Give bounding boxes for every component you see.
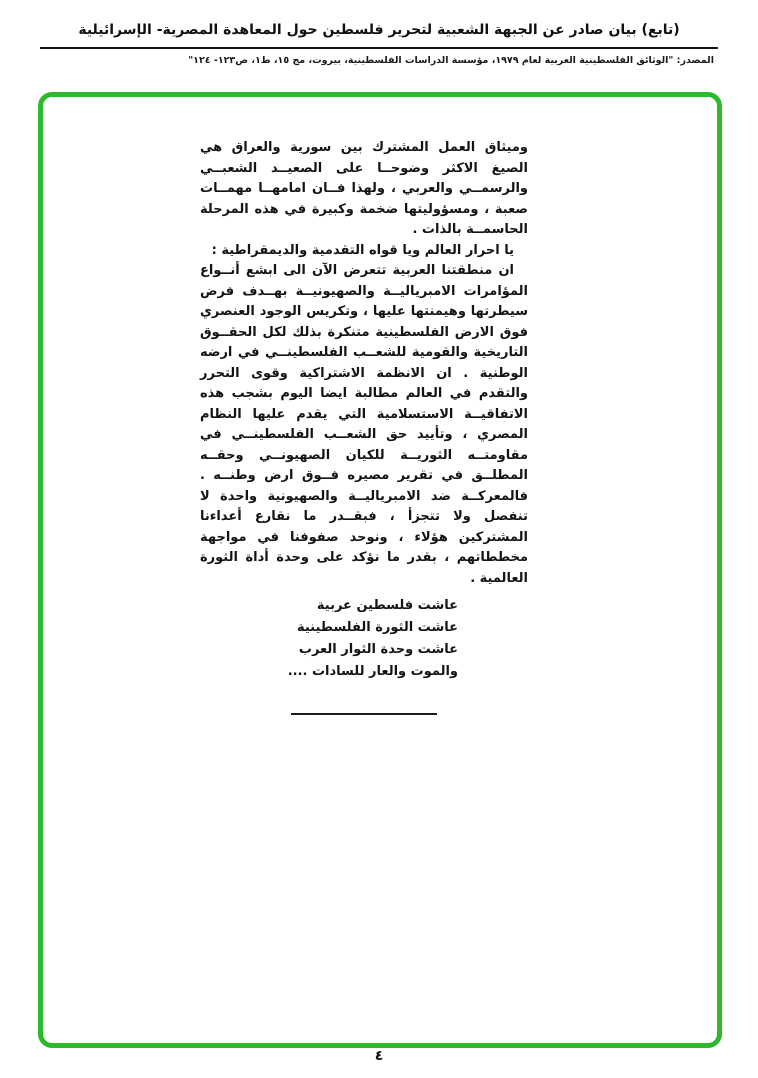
source-citation: المصدر: "الوثائق الفلسطينية العربية لعام ١٩٧٩، مؤسسة الدراسات الفلسطينية، بيروت، مج ١٥، ط١، ص١٢٣- ١٢٤": [188, 55, 714, 66]
slogan-line: عاشت وحدة الثوار العرب: [298, 642, 458, 657]
document-title: (تابع) بيان صادر عن الجبهة الشعبية لتحرير فلسطين حول المعاهدة المصرية- الإسرائيلية: [78, 22, 680, 38]
slogan-line: والموت والعار للسادات ....: [287, 664, 458, 679]
document-header: [0, 0, 758, 66]
closing-divider: [291, 713, 437, 715]
slogans-block: [200, 595, 528, 683]
page-number: ٤: [374, 1048, 384, 1064]
paragraph: ان منطقتنا العربية تتعرض الآن الى ابشع أنــواع المؤامرات الامبرياليــة والصهيونيــة بهــدف فرض سيطرتها وهيمنتها عليها ، وتكريس الوجود العنصري فوق الارض الفلسطينية متنكرة بذلك لكل الحقــوق التاريخية والقومية للشعــب الفلسطينــي في ارضه الوطنية . ان الانظمة الاشتراكية وقوى التحرر والتقدم في العالم مطالبة ايضا اليوم بشجب هذه الاتفاقيــة الاستسلامية التي يقدم عليها النظام المصري ، وتأييد حق الشعــب الفلسطينــي في مقاومتــه الثوريــة للكيان الصهيونــي وحقــه المطلــق في تقرير مصيره فــوق ارض وطنــه . فالمعركــة ضد الامبرياليــة والصهيونية واحدة لا تنفصل ولا تتجزأ ، فبقــدر ما نقارع أعداءنا المشتركين هؤلاء ، ونوحد صفوفنا في مواجهة مخططاتهم ، بقدر ما نؤكد على وحدة أداة الثورة العالمية .: [200, 263, 528, 586]
slogan-line: عاشت فلسطين عربية: [316, 598, 458, 613]
paragraph: وميثاق العمل المشترك بين سورية والعراق هي الصيغ الاكثر وضوحــا على الصعيــد الشعبــي والرسمــي والعربي ، ولهذا فــان امامهــا مهمــات صعبة ، ومسؤوليتها ضخمة وكبيرة في هذه المرحلة الحاسمــة بالذات .: [200, 140, 528, 237]
body-text-block: [200, 138, 528, 715]
paragraph: يا احرار العالم ويا قواه التقدمية والديمقراطية :: [211, 242, 514, 258]
slogan-line: عاشت الثورة الفلسطينية: [296, 620, 458, 635]
